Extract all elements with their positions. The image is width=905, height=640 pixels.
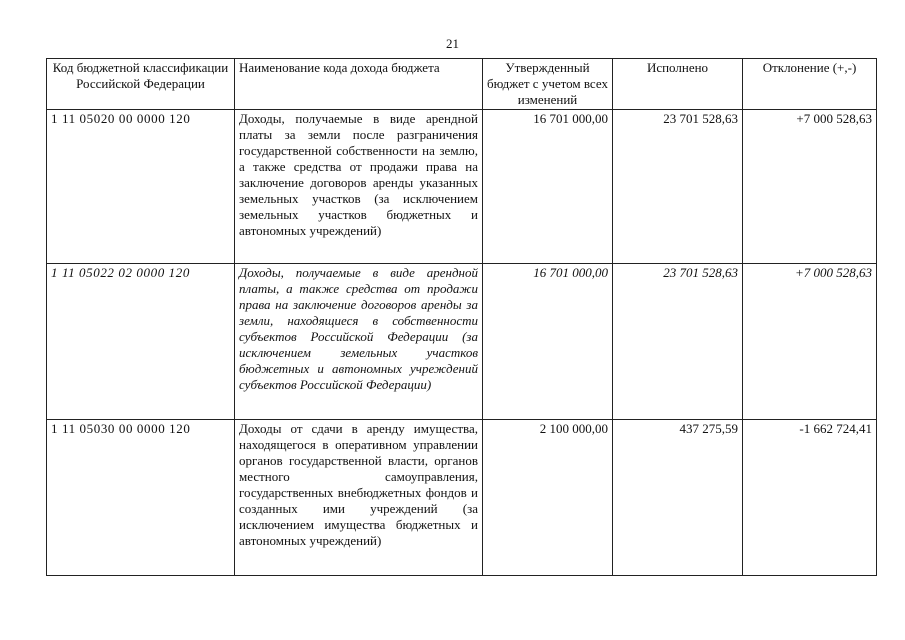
- row-name: Доходы от сдачи в аренду имущества, находящегося в оперативном управлении органов государственной власти, органов местного самоуправления, государственных внебюджетных фондов и созданных ими учреждений (за исключением имущества бюджетных и автономных учреждений): [235, 420, 483, 576]
- row-deviation: -1 662 724,41: [743, 420, 877, 576]
- table-row: [47, 420, 877, 576]
- row-code: 1 11 05022 02 0000 120: [47, 264, 235, 420]
- row-deviation: +7 000 528,63: [743, 110, 877, 264]
- row-deviation: +7 000 528,63: [743, 264, 877, 420]
- row-executed: 23 701 528,63: [613, 110, 743, 264]
- row-approved: 2 100 000,00: [483, 420, 613, 576]
- budget-revenue-table: [46, 58, 877, 576]
- header-executed: Исполнено: [613, 59, 743, 110]
- header-approved: Утвержденный бюджет с учетом всех изменений: [483, 59, 613, 110]
- row-code: 1 11 05020 00 0000 120: [47, 110, 235, 264]
- row-executed: 23 701 528,63: [613, 264, 743, 420]
- table-header-row: [47, 59, 877, 110]
- row-approved: 16 701 000,00: [483, 110, 613, 264]
- table-row: [47, 264, 877, 420]
- page-number: 21: [446, 36, 459, 51]
- row-approved: 16 701 000,00: [483, 264, 613, 420]
- table-row: [47, 110, 877, 264]
- header-code: Код бюджетной классификации Российской Федерации: [47, 59, 235, 110]
- row-name: Доходы, получаемые в виде арендной платы за земли после разграничения государственной собственности на землю, а также средства от продажи права на заключение договоров аренды указанных земельных участков (за исключением земельных участков бюджетных и автономных учреждений): [235, 110, 483, 264]
- row-code: 1 11 05030 00 0000 120: [47, 420, 235, 576]
- row-name: Доходы, получаемые в виде арендной платы, а также средства от продажи права на заключение договоров аренды за земли, находящиеся в собственности субъектов Российской Федерации (за исключением земельных участков бюджетных и автономных учреждений субъектов Российской Федерации): [235, 264, 483, 420]
- row-executed: 437 275,59: [613, 420, 743, 576]
- header-deviation: Отклонение (+,-): [743, 59, 877, 110]
- header-name: Наименование кода дохода бюджета: [235, 59, 483, 110]
